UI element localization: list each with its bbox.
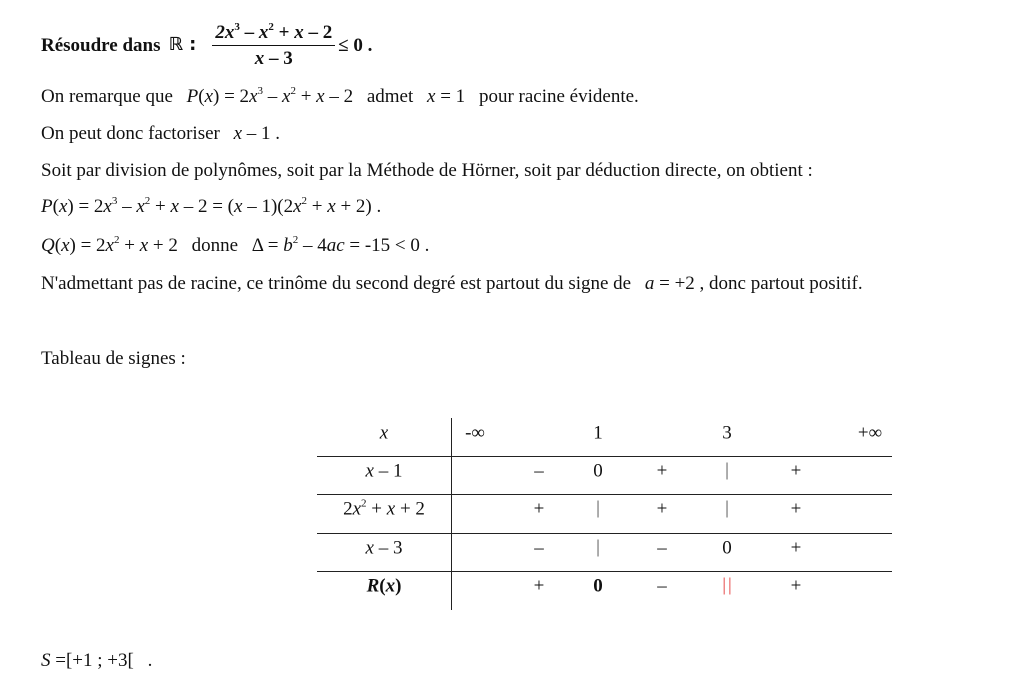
row-label-x-minus-1: x – 1 [365,460,403,482]
sign-cell: + [790,575,802,597]
forbidden-value-marker: || [721,575,733,596]
bar-marker: | [724,460,730,481]
row-label-quadratic: $2x^2 + x + 2$ [343,497,425,520]
sign-cell: + [790,498,802,520]
table-vertical-divider [451,418,452,610]
table-row-divider [317,494,892,495]
zero-marker: 0 [722,537,732,559]
factorise-line: On peut donc factoriser x – 1 . [41,123,281,144]
statement-prefix: Résoudre dans [41,34,161,56]
header-value-minus-infinity: -∞ [465,422,485,444]
bar-marker: | [595,498,601,519]
header-variable-label: x [379,422,389,444]
zero-marker: 0 [593,460,603,482]
sign-cell: + [656,460,668,482]
sign-conclusion-line: N'admettant pas de racine, ce trinôme du second degré est partout du signe de a = +2 , donc partout positif. [41,273,863,294]
header-value-root-1: 1 [593,422,603,444]
root-remark-line: On remarque que $P(x) = 2x^3 - x^2 + x - 2$ admet x = 1 pour racine évidente. [41,85,639,107]
discriminant-line: $Q(x) = 2x^2 + x + 2$ donne $\Delta = b^2 - 4ac = -15 < 0$ . [41,234,430,256]
factored-form-line: $P(x) = 2x^3 - x^2 + x - 2 = (x - 1)(2x^2 + x + 2)$ . [41,195,382,217]
sign-cell: – [534,460,544,482]
solution-set-line: S =[+1 ; +3[ . [41,650,153,671]
zero-marker: 0 [593,575,603,597]
sign-table [317,418,892,610]
table-row-divider [317,456,892,457]
header-value-root-3: 3 [722,422,732,444]
fraction-denominator: x – 3 [254,47,293,69]
sign-cell: – [534,537,544,559]
fraction-numerator: $2x^3 - x^2 + x - 2$ [212,23,335,46]
exercise-statement [41,22,372,68]
method-line: Soit par division de polynômes, soit par la Méthode de Hörner, soit par déduction directe, on obtient : [41,160,813,181]
header-value-plus-infinity: +∞ [857,422,883,444]
sign-cell: + [656,498,668,520]
inequality-fraction [212,20,335,69]
bar-marker: | [595,537,601,558]
sign-cell: + [790,537,802,559]
sign-cell: + [533,575,545,597]
sign-cell: – [657,575,667,597]
inequality-relation: ≤ 0 . [338,34,373,56]
row-label-x-minus-3: x – 3 [365,537,403,559]
row-label-r-of-x: R(x) [366,575,402,597]
table-caption: Tableau de signes : [41,348,186,369]
bar-marker: | [724,498,730,519]
table-row-divider [317,571,892,572]
sign-cell: + [790,460,802,482]
sign-cell: – [657,537,667,559]
real-set-symbol: ℝ : [168,34,197,55]
table-row-divider [317,533,892,534]
sign-cell: + [533,498,545,520]
